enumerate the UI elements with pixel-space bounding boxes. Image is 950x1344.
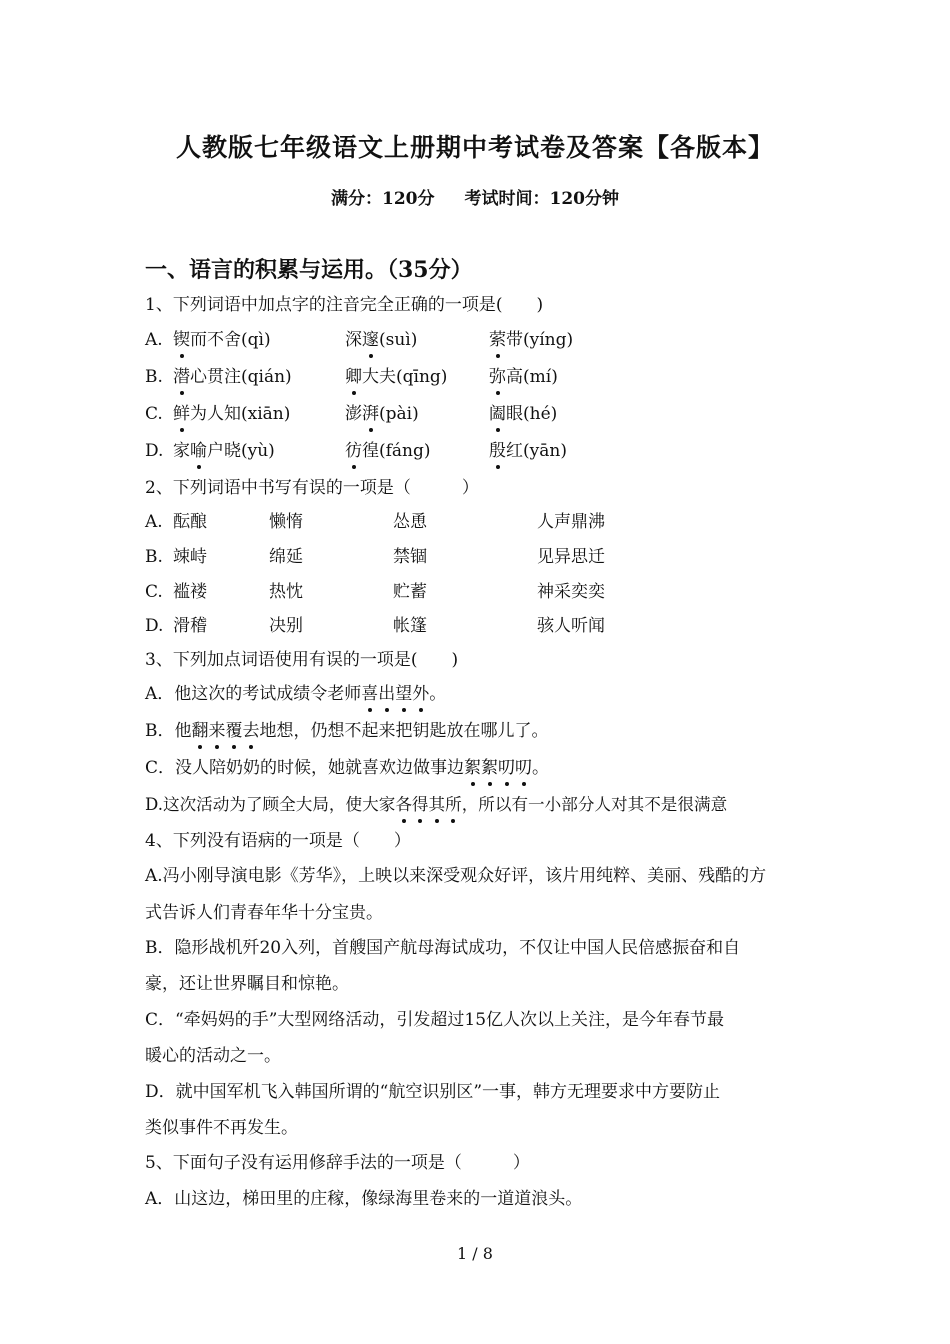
- dotted-char: 喜: [361, 684, 379, 704]
- dotted-char: 喻: [190, 441, 207, 461]
- dotted-char: 弥: [489, 367, 506, 387]
- dotted-char: 翻: [191, 721, 209, 741]
- dotted-phrase: [192, 721, 260, 741]
- dotted-char: 望: [395, 684, 413, 704]
- q2-word: 懒惰: [269, 512, 303, 532]
- q4-text-line: 豪，还让世界瞩目和惊艳。: [145, 974, 349, 994]
- page-number: 1 / 8: [457, 1244, 493, 1263]
- q2-word: 滑稽: [173, 616, 207, 636]
- exam-info: [0, 184, 950, 209]
- full-score: 满分：120分: [331, 189, 435, 209]
- dotted-phrase: [464, 758, 532, 778]
- question-4-stem: 4、下列没有语病的一项是（ ）: [145, 831, 411, 851]
- q1-option-d-word-3: 殷红(yān): [489, 441, 567, 461]
- dotted-char: 叨: [515, 758, 533, 778]
- dotted-char: 絮: [464, 758, 482, 778]
- dotted-char: 外: [412, 684, 430, 704]
- dotted-char: 锲: [173, 330, 190, 350]
- dotted-char: 阖: [489, 404, 506, 424]
- dotted-phrase: [395, 795, 461, 814]
- dotted-phrase: [361, 684, 429, 704]
- q1-option-d-label: D.: [145, 441, 164, 461]
- q1-option-c-word-1: 鲜为人知(xiān): [173, 404, 291, 424]
- q2-option-label: B.: [145, 547, 163, 567]
- dotted-char: 鲜: [173, 404, 190, 424]
- q1-option-d-word-2: 彷徨(fáng): [345, 441, 431, 461]
- dotted-char: 邃: [362, 330, 379, 350]
- q2-option-label: A.: [145, 512, 163, 532]
- q1-option-a-word-2: 深邃(suì): [345, 330, 418, 350]
- dotted-char: 叨: [498, 758, 516, 778]
- dotted-char: 彷: [345, 441, 362, 461]
- q4-text-line: B．隐形战机歼20入列，首艘国产航母海试成功，不仅让中国人民倍感振奋和自: [145, 938, 741, 958]
- q2-word: 神采奕奕: [537, 582, 605, 602]
- q3-option-c: C．没人陪奶奶的时候，她就喜欢边做事边絮絮叨叨。: [145, 758, 550, 778]
- dotted-char: 湃: [362, 404, 379, 424]
- q2-word: 酝酿: [173, 512, 207, 532]
- q4-text-line: 类似事件不再发生。: [145, 1118, 298, 1138]
- q2-word: 人声鼎沸: [537, 512, 605, 532]
- dotted-char: 殷: [489, 441, 506, 461]
- dotted-char: 各: [395, 793, 412, 817]
- q2-word: 怂恿: [393, 512, 427, 532]
- q3-option-a: A．他这次的考试成绩令老师喜出望外。: [145, 684, 447, 704]
- q5-option-a: A．山这边，梯田里的庄稼，像绿海里卷来的一道道浪头。: [145, 1189, 583, 1209]
- question-1-stem: 1、下列词语中加点字的注音完全正确的一项是( ): [145, 295, 544, 315]
- q2-option-label: C.: [145, 582, 163, 602]
- q3-option-d: D.这次活动为了顾全大局，使大家各得其所，所以有一小部分人对其不是很满意: [145, 793, 727, 817]
- q4-text-line: 式告诉人们青春年华十分宝贵。: [145, 903, 383, 923]
- q1-option-c-word-3: 阖眼(hé): [489, 404, 558, 424]
- q2-word: 决别: [269, 616, 303, 636]
- dotted-char: 卿: [345, 367, 362, 387]
- q2-word: 褴褛: [173, 582, 207, 602]
- dotted-char: 来: [208, 721, 226, 741]
- q4-text-line: 暖心的活动之一。: [145, 1046, 281, 1066]
- q4-text-line: A.冯小刚导演电影《芳华》，上映以来深受观众好评，该片用纯粹、美丽、残酷的方: [145, 866, 767, 886]
- q1-option-a-label: A.: [145, 330, 163, 350]
- q2-word: 热忱: [269, 582, 303, 602]
- dotted-char: 潜: [173, 367, 190, 387]
- q1-option-c-label: C.: [145, 404, 163, 424]
- q1-option-c-word-2: 澎湃(pài): [345, 404, 419, 424]
- q4-text-line: C．“牵妈妈的手”大型网络活动，引发超过15亿人次以上关注，是今年春节最: [145, 1010, 725, 1030]
- dotted-char: 出: [378, 684, 396, 704]
- dotted-char: 覆: [225, 721, 243, 741]
- q3-option-b: B．他翻来覆去地想，仍想不起来把钥匙放在哪儿了。: [145, 721, 549, 741]
- exam-time: 考试时间：120分钟: [464, 189, 619, 209]
- dotted-char: 得: [412, 793, 429, 817]
- dotted-char: 所: [445, 793, 462, 817]
- dotted-char: 其: [429, 793, 446, 817]
- q2-word: 绵延: [269, 547, 303, 567]
- q2-word: 贮蓄: [393, 582, 427, 602]
- q1-option-a-word-3: 萦带(yíng): [489, 330, 574, 350]
- q1-option-a-word-1: 锲而不舍(qì): [173, 330, 271, 350]
- q2-word: 见异思迁: [537, 547, 605, 567]
- q1-option-b-word-1: 潜心贯注(qián): [173, 367, 292, 387]
- question-3-stem: 3、下列加点词语使用有误的一项是( ): [145, 650, 459, 670]
- q4-text-line: D．就中国军机飞入韩国所谓的“航空识别区”一事，韩方无理要求中方要防止: [145, 1082, 721, 1102]
- question-2-stem: 2、下列词语中书写有误的一项是（ ）: [145, 478, 479, 498]
- dotted-char: 去: [242, 721, 260, 741]
- question-5-stem: 5、下面句子没有运用修辞手法的一项是（ ）: [145, 1153, 530, 1173]
- section-heading: 一、语言的积累与运用。（35分）: [145, 257, 473, 283]
- q1-option-b-label: B.: [145, 367, 163, 387]
- q2-word: 帐篷: [393, 616, 427, 636]
- q2-word: 竦峙: [173, 547, 207, 567]
- q1-option-d-word-1: 家喻户晓(yù): [173, 441, 275, 461]
- q1-option-b-word-2: 卿大夫(qīng): [345, 367, 448, 387]
- q2-word: 禁锢: [393, 547, 427, 567]
- q1-option-b-word-3: 弥高(mí): [489, 367, 558, 387]
- dotted-char: 絮: [481, 758, 499, 778]
- page-title: 人教版七年级语文上册期中考试卷及答案【各版本】: [175, 133, 774, 162]
- dotted-char: 萦: [489, 330, 506, 350]
- q2-word: 骇人听闻: [537, 616, 605, 636]
- q2-option-label: D.: [145, 616, 164, 636]
